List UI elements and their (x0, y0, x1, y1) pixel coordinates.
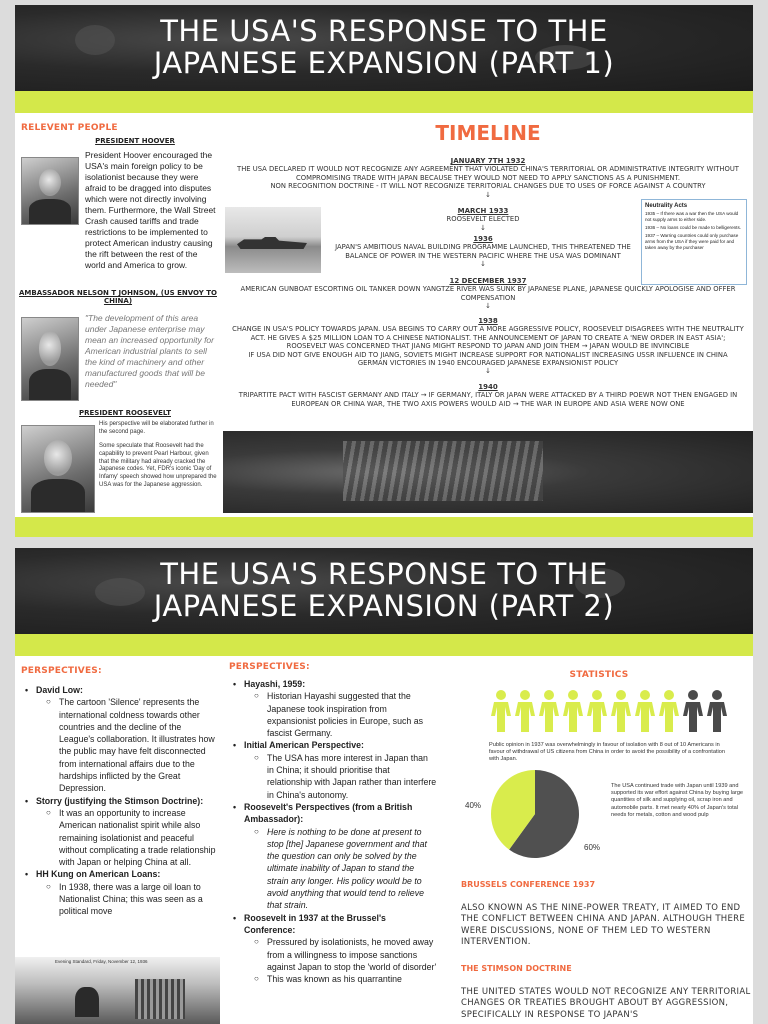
johnson-photo (21, 317, 79, 401)
statistics-column (445, 658, 753, 1024)
person-icon (587, 690, 607, 732)
event-date: 1936 (473, 235, 493, 243)
roosevelt-text-1: His perspective will be elaborated further in the second page. (99, 421, 214, 435)
event-text: CHANGE IN USA'S POLICY TOWARDS JAPAN. USA BEGINS TO CARRY OUT A MORE AGGRESSIVE POLICY, ROOSEVELT DISAGREES WITH THE NEUTRALITY ACT. HE GIVES A $25 MILLION LOAN TO A CHINESE NATIONALIST. THE ANNOUNCEMENT OF JAPAN TO CREATE A 'NEW ORDER IN EAST ASIA'; ROOSEVELT WAS CONCERNED THAT JIANG MIGHT RESPOND TO JAPAN AND JOIN THEM → JAPAN WOULD BE INVINCIBLE (232, 325, 744, 351)
lime-band-top (15, 634, 753, 656)
person-icon (635, 690, 655, 732)
event-date: MARCH 1933 (457, 207, 509, 215)
cartoon-caption: Evening Standard, Friday, November 12, 1936 (55, 959, 148, 964)
relevant-people-heading: RELEVENT PEOPLE (21, 123, 118, 133)
public-opinion-figure (489, 688, 729, 736)
pie-label: 60% (584, 843, 601, 852)
hoover-text: President Hoover encouraged the USA's main foreign policy to be isolationist because they were afraid to be dragged into disputes which were not directly involving them. Furthermore, the Wall Street Crash caused tariffs and trade restrictions to be implemented to protect American industry causing the rift between the rest of the world and America to grow. (85, 150, 216, 270)
person-icon (539, 690, 559, 732)
perspective-detail: ○ Historian Hayashi suggested that the Japanese took inspiration from expansionist policies in Europe, such as fascist Germany. (233, 690, 437, 739)
timeline-event-1938 (231, 317, 745, 375)
timeline-heading: TIMELINE (435, 121, 541, 145)
person-icon (683, 690, 703, 732)
johnson-quote: "The development of this area under Japanese enterprise may mean an increased opportunity for American industrial plants to sell the kind of machinery and other manufactured goods that will be needed" (85, 313, 214, 389)
perspective-name: • Roosevelt in 1937 at the Brussel's Conference: (233, 912, 437, 937)
page-1 (15, 5, 753, 537)
neutrality-item: 1937 – Warring countries could only purchase arms from the USA if they were paid for and taken away by the purchaser (645, 233, 739, 250)
timeline-event-1936 (323, 235, 643, 268)
page-2-title: THE USA'S RESPONSE TO THE JAPANESE EXPANSION (PART 2) (153, 557, 615, 623)
person-icon (491, 690, 511, 732)
perspectives-list (233, 678, 437, 985)
perspective-name: • Storry (justifying the Stimson Doctrine): (25, 795, 217, 807)
roosevelt-photo (21, 425, 95, 513)
perspective-name: • HH Kung on American Loans: (25, 868, 217, 880)
perspective-name: • Initial American Perspective: (233, 739, 437, 751)
person-icon (515, 690, 535, 732)
perspectives-heading: PERSPECTIVES: (229, 662, 310, 672)
perspectives-list (25, 684, 217, 918)
hoover-name: PRESIDENT HOOVER (95, 137, 175, 145)
landscape-photo (223, 431, 753, 513)
page-2 (15, 548, 753, 1024)
perspective-name: • Hayashi, 1959: (233, 678, 437, 690)
arrow-down-icon: ↓ (485, 367, 491, 376)
neutrality-title: Neutrality Acts (645, 203, 688, 209)
brussels-heading: BRUSSELS CONFERENCE 1937 (461, 880, 596, 889)
perspective-detail: ○ This was known as his quarrantine (233, 973, 437, 985)
event-text: ROOSEVELT ELECTED (446, 215, 520, 224)
event-date: 1940 (478, 383, 498, 391)
johnson-name: AMBASSADOR NELSON T JOHNSON, (US ENVOY TO CHINA) (19, 289, 217, 305)
public-opinion-caption: Public opinion in 1937 was overwhelmingly in favour of isolation with 8 out of 10 Americans in favour of withdrawal of US citizens from China in order to avoid the possibility of a confrontation with Japan. (489, 742, 725, 762)
arrow-down-icon: ↓ (485, 302, 491, 311)
event-text: JAPAN'S AMBITIOUS NAVAL BUILDING PROGRAMME LAUNCHED, THIS THREATENED THE BALANCE OF POWER IN THE WESTERN PACIFIC WHERE THE USA WAS DOMINANT (335, 243, 631, 260)
event-text: NON RECOGNITION DOCTRINE - IT WILL NOT RECOGNIZE TERRITORIAL CHANGES DUE TO USES OF FORCE AGAINST A COUNTRY (270, 182, 706, 191)
perspective-detail: ○ In 1938, there was a large oil loan to Nationalist China; this was seen as a political move (25, 881, 217, 918)
event-date: JANUARY 7TH 1932 (450, 157, 526, 165)
roosevelt-text-2: Some speculate that Roosevelt had the capability to prevent Pearl Harbour, given that the military had already cracked the Japanese codes. Yet, FDR's iconic 'Day of Infamy' speech showed how unprepared the USA was for the Japanese aggression. (99, 443, 217, 488)
perspective-name: • Roosevelt's Perspectives (from a British Ambassador): (233, 801, 437, 826)
event-text: THE USA DECLARED IT WOULD NOT RECOGNIZE ANY AGREEMENT THAT VIOLATED CHINA'S TERRITORIAL OR ADMINISTRATIVE INTEGRITY WITHOUT COMPROMISING TRADE WITH JAPAN BECAUSE THEY WOULD NOT NEED TO APPLY SANCTIONS AS A PUNISHMENT. (237, 165, 739, 182)
statistics-heading: STATISTICS (569, 670, 629, 680)
battleship-photo (225, 207, 321, 273)
page-1-title: THE USA'S RESPONSE TO THE JAPANESE EXPANSION (PART 1) (153, 14, 615, 80)
perspective-detail: ○ The cartoon 'Silence' represents the international coldness towards other countries and the decline of the League's collaboration. It illustrates how the public may have felt disconnected from international affairs due to the hardships inflicted by the Great Depression. (25, 696, 217, 794)
trade-text: The USA continued trade with Japan until 1939 and supported its war effort against China by buying large quantities of silk and supplying oil, scrap iron and automobile parts. It met nearly 40% of Japan's total needs for metals, cotton and wood pulp (611, 783, 744, 818)
arrow-down-icon: ↓ (480, 260, 486, 269)
perspective-detail: ○ Pressured by isolationists, he moved away from a willingness to impose sanctions against Japan to stop the 'world of disorder' (233, 936, 437, 973)
perspective-name: • David Low: (25, 684, 217, 696)
perspectives-heading: PERSPECTIVES: (21, 666, 102, 676)
event-date: 12 DECEMBER 1937 (449, 277, 527, 285)
event-date: 1938 (478, 317, 498, 325)
brussels-text: ALSO KNOWN AS THE NINE-POWER TREATY, IT AIMED TO END THE CONFLICT BETWEEN CHINA AND JAPAN. ALTHOUGH THERE WERE DISCUSSIONS, NONE OF THEM LED TO WESTERN INTERVENTION. (461, 903, 746, 947)
pie-label: 40% (465, 801, 482, 810)
roosevelt-name: PRESIDENT ROOSEVELT (78, 409, 171, 417)
trade-pie-chart (465, 768, 605, 860)
perspective-detail: ○ It was an opportunity to increase American nationalist spirit while also remaining isolationist and peaceful without complicating a trade relationship with Japan or helping China at all. (25, 807, 217, 868)
page-1-header (15, 5, 753, 91)
page-2-header (15, 548, 753, 634)
cartoon-silence-image (15, 957, 220, 1024)
perspectives-column-1 (15, 658, 220, 1024)
event-text: AMERICAN GUNBOAT ESCORTING OIL TANKER DOWN YANGTZE RIVER WAS SUNK BY JAPANESE PLANE, JAPANESE QUICKLY APOLOGISE AND OFFER COMPENSATION (240, 285, 736, 302)
perspectives-column-2 (223, 658, 441, 1024)
arrow-down-icon: ↓ (480, 223, 486, 232)
event-text: IF USA DID NOT GIVE ENOUGH AID TO JIANG, SOVIETS MIGHT INCREASE SUPPORT FOR NATIONALIST INCREASING USSR INFLUENCE IN CHINA (248, 350, 728, 359)
arrow-down-icon: ↓ (485, 190, 491, 199)
neutrality-item: 1936 – No loans could be made to belligerents. (645, 225, 742, 230)
timeline-event-1933 (333, 207, 633, 232)
timeline-event-1940 (233, 383, 743, 408)
timeline-events (233, 157, 743, 199)
neutrality-item: 1935 – If there was a war then the USA would not supply arms to either side. (645, 211, 739, 222)
event-text: TRIPARTITE PACT WITH FASCIST GERMANY AND ITALY → IF GERMANY, ITALY OR JAPAN WERE ATTACKED BY A THIRD POEWR NOT THEN ENGAGED IN EUROPEAN OR CHINA WAR, THE TWO AXIS POWERS WOULD AID → THE WAR IN EUROPE AND ASIA WERE NOW ONE (238, 391, 738, 408)
neutrality-acts-box (641, 199, 747, 285)
stimson-text: THE UNITED STATES WOULD NOT RECOGNIZE ANY TERRITORIAL CHANGES OR TREATIES BROUGHT ABOUT BY AGGRESSION, SPECIFICALLY IN RESPONSE TO JAPAN'S (461, 987, 751, 1020)
relevant-people-column (15, 117, 220, 513)
perspective-detail: ○ The USA has more interest in Japan than in China; it should prioritise that relationship with Japan rather than interfere in China's autonomy. (233, 752, 437, 801)
timeline-column (223, 117, 753, 513)
person-icon (659, 690, 679, 732)
perspective-detail: ○ Here is nothing to be done at present to stop [the] Japanese government and that the question can only be solved by the ultimate inability of Japan to stand the strain any longer. His policy would be to avoid anything that would tend to relieve that strain. (233, 826, 437, 912)
stimson-heading: THE STIMSON DOCTRINE (461, 964, 572, 973)
person-icon (611, 690, 631, 732)
hoover-photo (21, 157, 79, 225)
lime-band-top (15, 91, 753, 113)
person-icon (707, 690, 727, 732)
event-text: GERMAN VICTORIES IN 1940 ENCOURAGED JAPANESE EXPANSIONIST POLICY (357, 359, 619, 368)
person-icon (563, 690, 583, 732)
lime-band-bottom (15, 517, 753, 537)
